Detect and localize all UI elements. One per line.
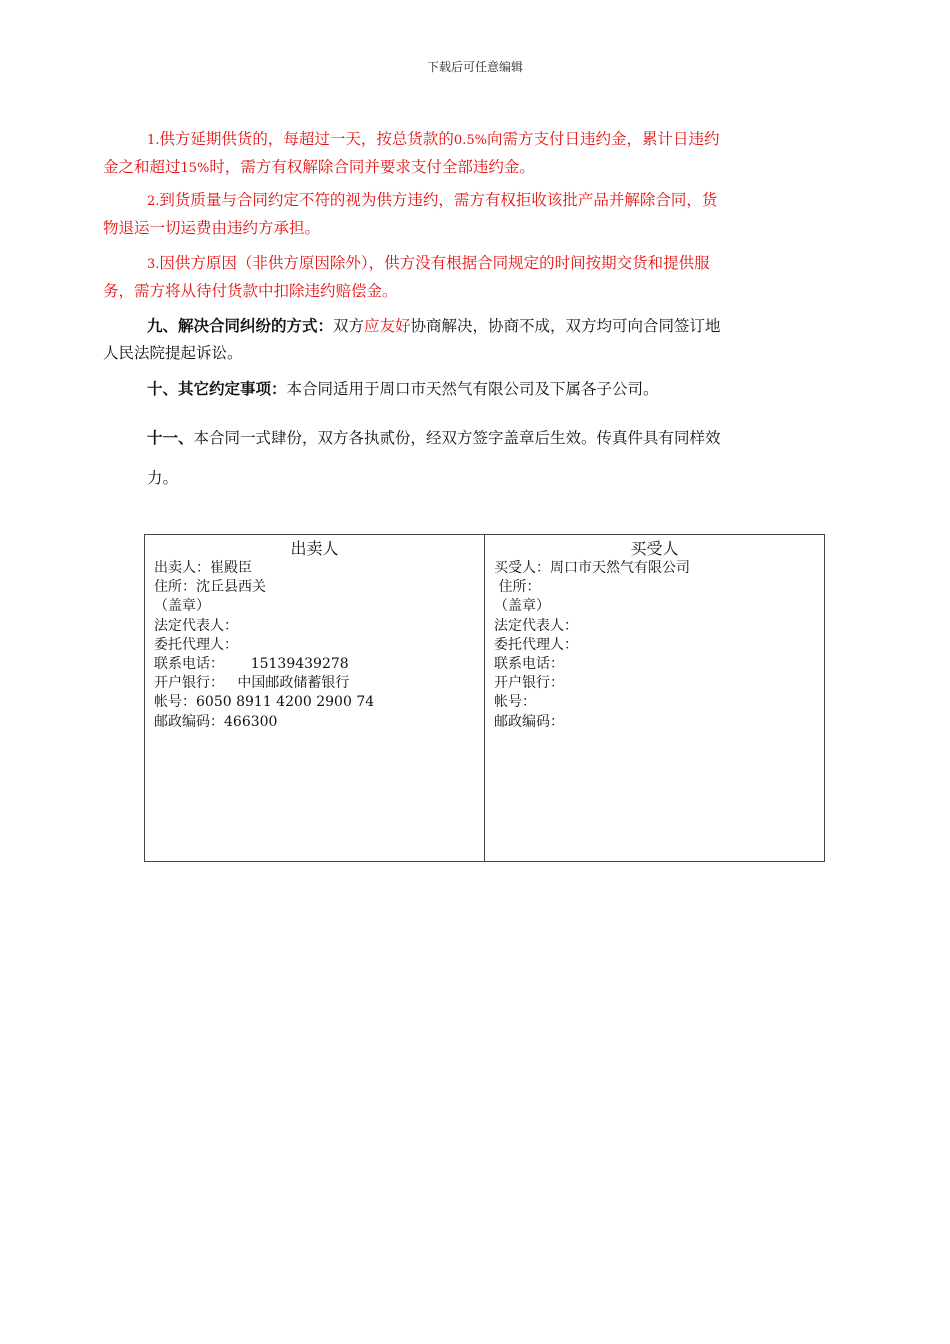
clause-3	[103, 250, 803, 305]
seller-address: 住所：沈丘县西关	[154, 579, 266, 596]
section-10-text: 本合同适用于周口市天然气有限公司及下属各子公司。	[286, 380, 659, 398]
buyer-title: 买受人	[630, 539, 679, 558]
seller-legal-rep: 法定代表人：	[154, 617, 238, 634]
section-9-highlight: 应友好	[364, 317, 411, 335]
signature-table	[144, 534, 825, 862]
seller-phone: 联系电话： 15139439278	[154, 656, 349, 673]
section-11-text-2: 力。	[147, 469, 179, 487]
buyer-account: 帐号：	[494, 694, 536, 711]
seller-bank: 开户银行： 中国邮政储蓄银行	[154, 675, 350, 692]
seller-seal: （盖章）	[154, 598, 210, 615]
clause-1-percent-2: 15%	[180, 161, 210, 176]
clause-1-text-a: 供方延期供货的，每超过一天，按总货款的	[159, 130, 454, 148]
clause-3-text-b: 务，需方将从待付货款中扣除违约赔偿金。	[103, 282, 398, 300]
section-9-text-c: 人民法院提起诉讼。	[103, 344, 243, 362]
section-11-title: 十一、	[147, 429, 194, 447]
section-9-text-b: 协商解决，协商不成，双方均可向合同签订地	[410, 317, 721, 335]
section-10	[103, 376, 803, 403]
buyer-seal: （盖章）	[494, 598, 550, 615]
seller-agent: 委托代理人：	[154, 636, 238, 653]
seller-name: 出卖人：崔殿臣	[154, 560, 252, 576]
buyer-address: 住所：	[494, 579, 541, 596]
clause-2-number: 2.	[147, 194, 160, 209]
clause-1-text-d: 时，需方有权解除合同并要求支付全部违约金。	[209, 158, 535, 176]
section-9-title: 九、解决合同纠纷的方式：	[147, 317, 334, 335]
clause-1	[103, 126, 803, 182]
section-10-title: 十、其它约定事项：	[147, 380, 287, 398]
seller-account: 帐号：6050 8911 4200 2900 74	[154, 694, 375, 711]
buyer-bank: 开户银行：	[494, 675, 564, 692]
seller-title: 出卖人	[290, 539, 339, 558]
section-11-text: 本合同一式肆份，双方各执贰份，经双方签字盖章后生效。传真件具有同样效	[193, 429, 721, 447]
clause-2	[103, 187, 803, 242]
buyer-cell	[485, 535, 825, 862]
buyer-name: 买受人：周口市天然气有限公司	[494, 560, 690, 576]
clause-1-number: 1.	[147, 133, 160, 148]
clause-3-text-a: 因供方原因（非供方原因除外），供方没有根据合同规定的时间按期交货和提供服	[159, 254, 710, 272]
clause-3-number: 3.	[147, 257, 160, 272]
buyer-legal-rep: 法定代表人：	[494, 617, 578, 634]
clause-2-text-a: 到货质量与合同约定不符的视为供方违约，需方有权拒收该批产品并解除合同，货	[159, 191, 718, 209]
seller-postcode: 邮政编码：466300	[154, 713, 278, 730]
section-9-text-a: 双方	[333, 317, 365, 335]
buyer-phone: 联系电话：	[494, 656, 564, 673]
section-9	[103, 313, 803, 367]
buyer-postcode: 邮政编码：	[494, 713, 564, 730]
seller-cell	[145, 535, 485, 862]
section-11	[103, 418, 803, 498]
clause-1-text-c: 金之和超过	[103, 158, 181, 176]
clause-2-text-b: 物退运一切运费由违约方承担。	[103, 219, 321, 237]
clause-1-percent: 0.5%	[453, 133, 487, 148]
clause-1-text-b: 向需方支付日违约金，累计日违约	[486, 130, 720, 148]
page-header-note: 下载后可任意编辑	[426, 60, 523, 74]
buyer-agent: 委托代理人：	[494, 636, 578, 653]
